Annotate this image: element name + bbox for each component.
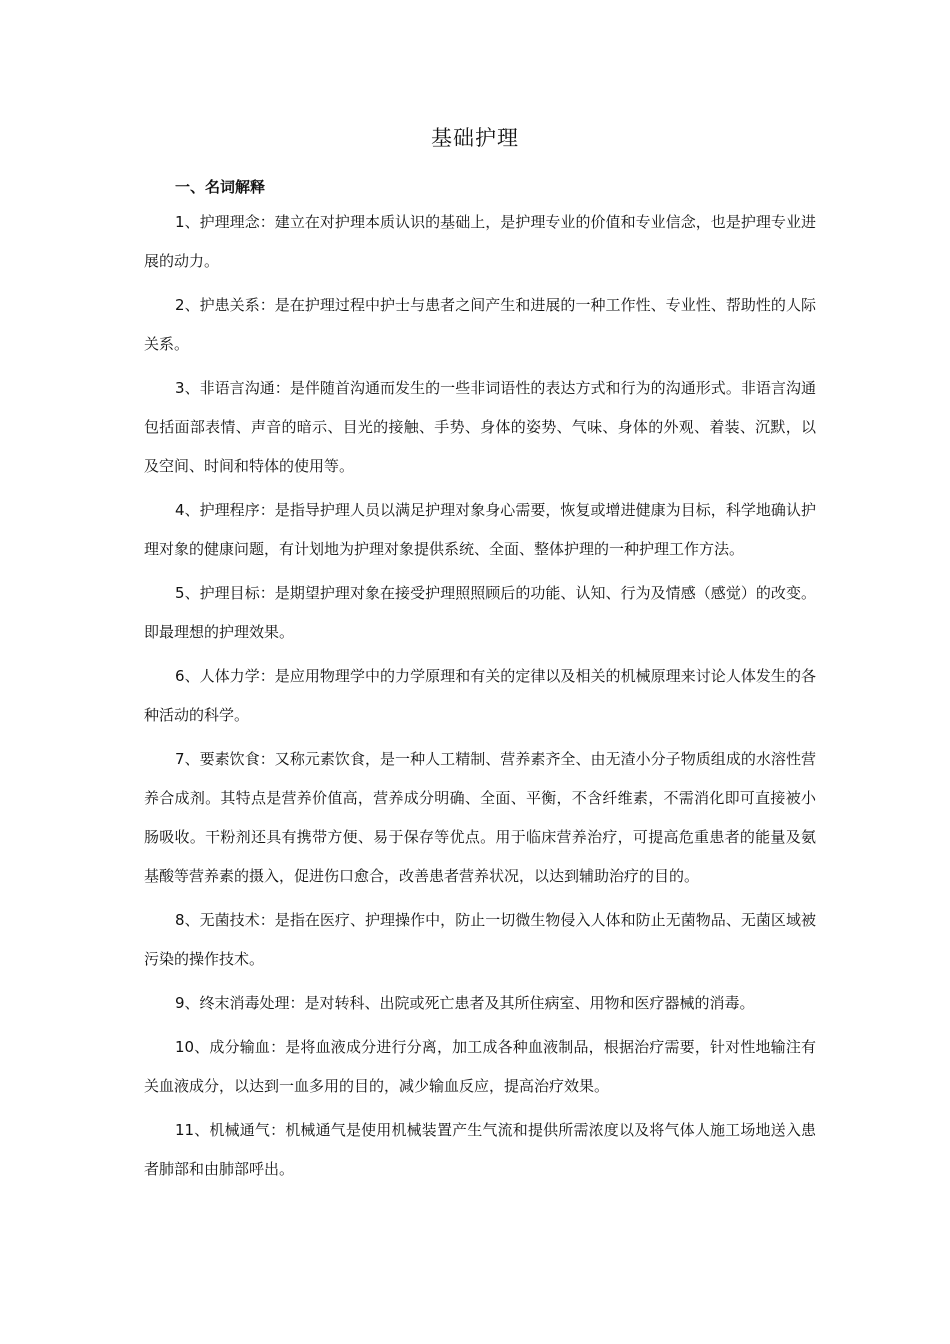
definition-list	[144, 203, 816, 1194]
definition-entry: 8、无菌技术：是指在医疗、护理操作中，防止一切微生物侵入人体和防止无菌物品、无菌区域被污染的操作技术。	[144, 911, 816, 968]
definition-entry: 2、护患关系：是在护理过程中护士与患者之间产生和进展的一种工作性、专业性、帮助性的人际关系。	[144, 296, 816, 353]
definition-entry: 5、护理目标：是期望护理对象在接受护理照照顾后的功能、认知、行为及情感（感觉）的改变。即最理想的护理效果。	[144, 584, 816, 641]
definition-entry: 4、护理程序：是指导护理人员以满足护理对象身心需要，恢复或增进健康为目标，科学地确认护理对象的健康问题，有计划地为护理对象提供系统、全面、整体护理的一种护理工作方法。	[144, 501, 816, 558]
definition-entry: 10、成分输血：是将血液成分进行分离，加工成各种血液制品，根据治疗需要，针对性地输注有关血液成分，以达到一血多用的目的，减少输血反应，提高治疗效果。	[144, 1038, 816, 1095]
document-title: 基础护理	[431, 126, 519, 150]
definition-entry: 7、要素饮食：又称元素饮食，是一种人工精制、营养素齐全、由无渣小分子物质组成的水溶性营养合成剂。其特点是营养价值高，营养成分明确、全面、平衡，不含纤维素，不需消化即可直接被小肠吸收。干粉剂还具有携带方便、易于保存等优点。用于临床营养治疗，可提高危重患者的能量及氨基酸等营养素的摄入，促进伤口愈合，改善患者营养状况，以达到辅助治疗的目的。	[144, 750, 816, 885]
definition-entry: 11、机械通气：机械通气是使用机械装置产生气流和提供所需浓度以及将气体人施工场地送入患者肺部和由肺部呼出。	[144, 1121, 816, 1178]
definition-entry: 3、非语言沟通：是伴随首沟通而发生的一些非词语性的表达方式和行为的沟通形式。非语言沟通包括面部表情、声音的暗示、目光的接触、手势、身体的姿势、气味、身体的外观、着装、沉默，以及空间、时间和特体的使用等。	[144, 379, 816, 475]
definition-entry: 1、护理理念：建立在对护理本质认识的基础上，是护理专业的价值和专业信念，也是护理专业进展的动力。	[144, 213, 816, 270]
definition-entry: 9、终末消毒处理：是对转科、出院或死亡患者及其所住病室、用物和医疗器械的消毒。	[175, 994, 755, 1012]
definition-entry: 6、人体力学：是应用物理学中的力学原理和有关的定律以及相关的机械原理来讨论人体发生的各种活动的科学。	[144, 667, 816, 724]
section-heading: 一、名词解释	[175, 178, 266, 196]
